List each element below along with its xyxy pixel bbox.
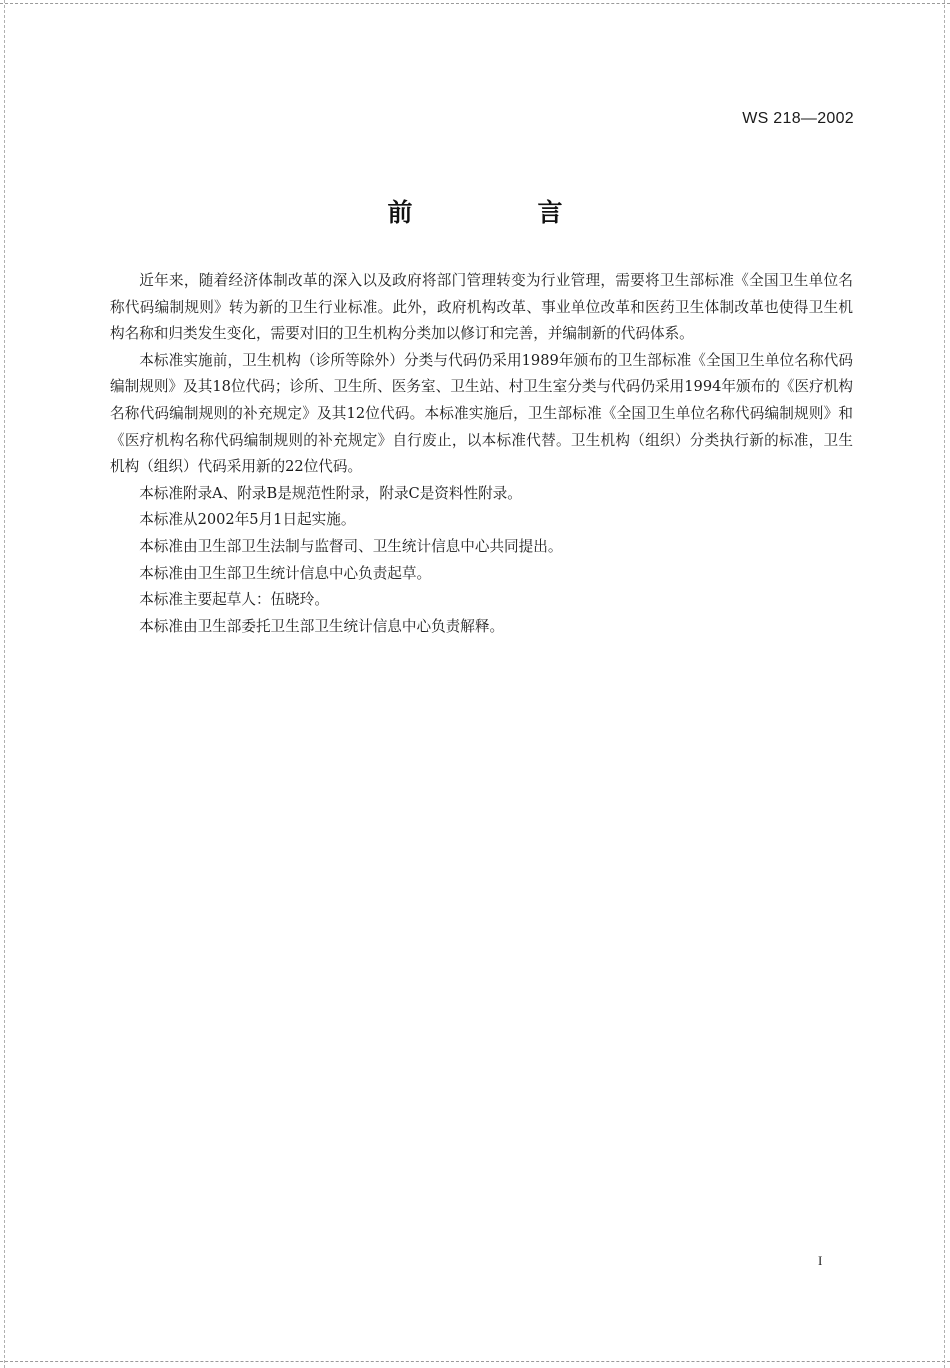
page-title: 前 言 xyxy=(387,198,613,227)
paragraph: 本标准实施前，卫生机构（诊所等除外）分类与代码仍采用1989年颁布的卫生部标准《全国卫生单位名称代码编制规则》及其18位代码；诊所、卫生所、医务室、卫生站、村卫生室分类与代码仍采用1994年颁布的《医疗机构名称代码编制规则的补充规定》及其12位代码。本标准实施后，卫生部标准《全国卫生单位名称代码编制规则》和《医疗机构名称代码编制规则的补充规定》自行废止，以本标准代替。卫生机构（组织）分类执行新的标准，卫生机构（组织）代码采用新的22位代码。 xyxy=(110,351,853,476)
scan-edge-top xyxy=(0,3,950,5)
paragraph: 本标准由卫生部卫生统计信息中心负责起草。 xyxy=(139,564,432,582)
paragraph: 本标准从2002年5月1日起实施。 xyxy=(139,511,356,529)
page-number: I xyxy=(818,1253,823,1268)
paragraph: 本标准由卫生部委托卫生部卫生统计信息中心负责解释。 xyxy=(139,617,505,635)
scan-edge-bottom xyxy=(0,1361,950,1363)
paragraph: 本标准附录A、附录B是规范性附录，附录C是资料性附录。 xyxy=(139,484,522,502)
standard-code: WS 218—2002 xyxy=(742,110,854,127)
paragraph: 本标准主要起草人：伍晓玲。 xyxy=(139,591,329,609)
paragraph: 近年来，随着经济体制改革的深入以及政府将部门管理转变为行业管理，需要将卫生部标准《全国卫生单位名称代码编制规则》转为新的卫生行业标准。此外，政府机构改革、事业单位改革和医药卫生体制改革也使得卫生机构名称和归类发生变化，需要对旧的卫生机构分类加以修订和完善，并编制新的代码体系。 xyxy=(110,272,853,343)
foreword-body xyxy=(110,268,853,640)
paragraph: 本标准由卫生部卫生法制与监督司、卫生统计信息中心共同提出。 xyxy=(139,537,563,555)
